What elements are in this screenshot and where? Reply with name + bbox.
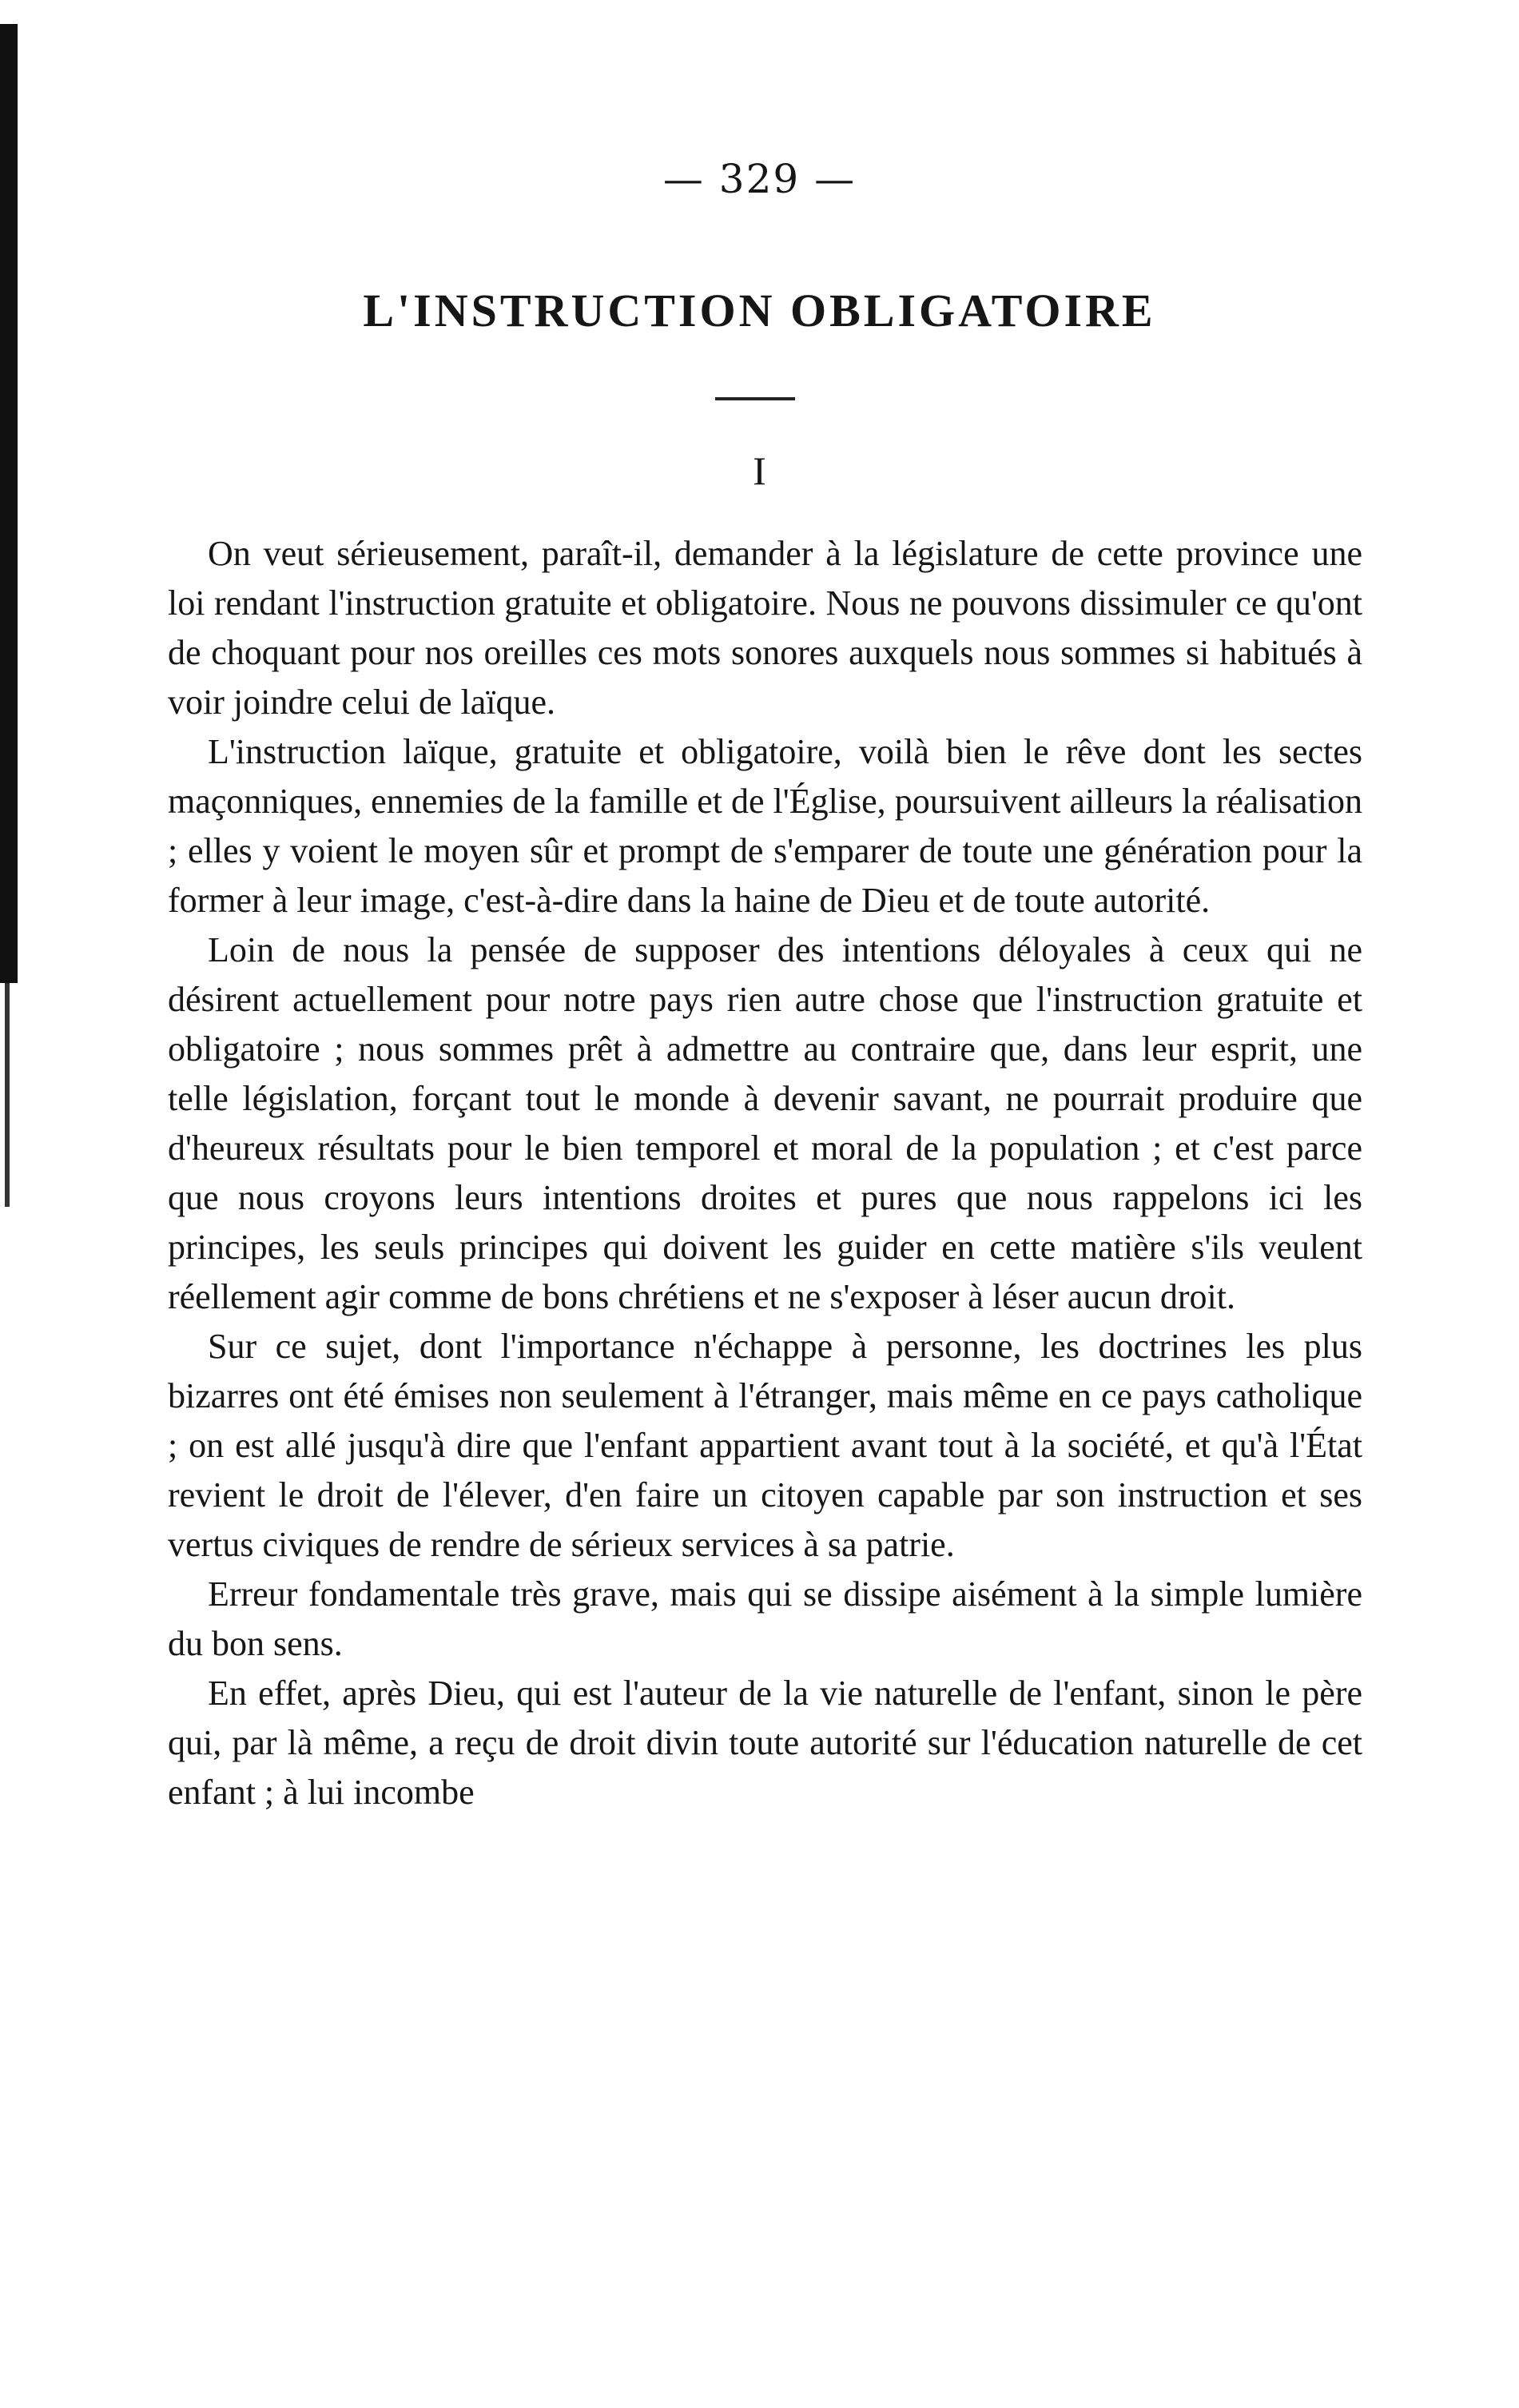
title-divider <box>715 397 795 400</box>
section-number: I <box>753 448 766 493</box>
paragraph: Erreur fondamentale très grave, mais qui se dissipe aisément à la simple lumière du bon sens. <box>168 1574 1362 1663</box>
scan-edge-mark-lower <box>5 983 10 1207</box>
paragraph: En effet, après Dieu, qui est l'auteur de la vie naturelle de l'enfant, sinon le père qui, par là même, a reçu de droit divin toute autorité sur l'éducation naturelle de cet enfant ; à lui incombe <box>168 1674 1362 1812</box>
paragraph: Sur ce sujet, dont l'importance n'échappe à personne, les doctrines les plus bizarres ont été émises non seulement à l'étranger, mais même en ce pays catholique ; on est allé jusqu'à dire que l'enfant appartient avant tout à la société, et qu'à l'État revient le droit de l'élever, d'en faire un citoyen capable par son instruction et ses vertus civiques de rendre de sérieux services à sa patrie. <box>168 1327 1362 1564</box>
page-title: L'INSTRUCTION OBLIGATOIRE <box>363 285 1156 336</box>
paragraph: Loin de nous la pensée de supposer des intentions déloyales à ceux qui ne désirent actuellement pour notre pays rien autre chose que l'instruction gratuite et obligatoire ; nous sommes prêt à admettre au contraire que, dans leur esprit, une telle législation, forçant tout le monde à devenir savant, ne pourrait produire que d'heureux résultats pour le bien temporel et moral de la population ; et c'est parce que nous croyons leurs intentions droites et pures que nous rappelons ici les principes, les seuls principes qui doivent les guider en cette matière s'ils veulent réellement agir comme de bons chrétiens et ne s'exposer à léser aucun droit. <box>168 930 1362 1316</box>
paragraph: L'instruction laïque, gratuite et obligatoire, voilà bien le rêve dont les sectes maçonniques, ennemies de la famille et de l'Église, poursuivent ailleurs la réalisation ; elles y voient le moyen sûr et prompt de s'emparer de toute une génération pour la former à leur image, c'est-à-dire dans la haine de Dieu et de toute autorité. <box>168 732 1362 920</box>
paragraph: On veut sérieusement, paraît-il, demander à la législature de cette province une loi rendant l'instruction gratuite et obligatoire. Nous ne pouvons dissimuler ce qu'ont de choquant pour nos oreilles ces mots sonores auxquels nous sommes si habitués à voir joindre celui de laïque. <box>168 534 1362 722</box>
body-text <box>168 529 1362 1817</box>
page-number: — 329 — <box>662 156 857 202</box>
